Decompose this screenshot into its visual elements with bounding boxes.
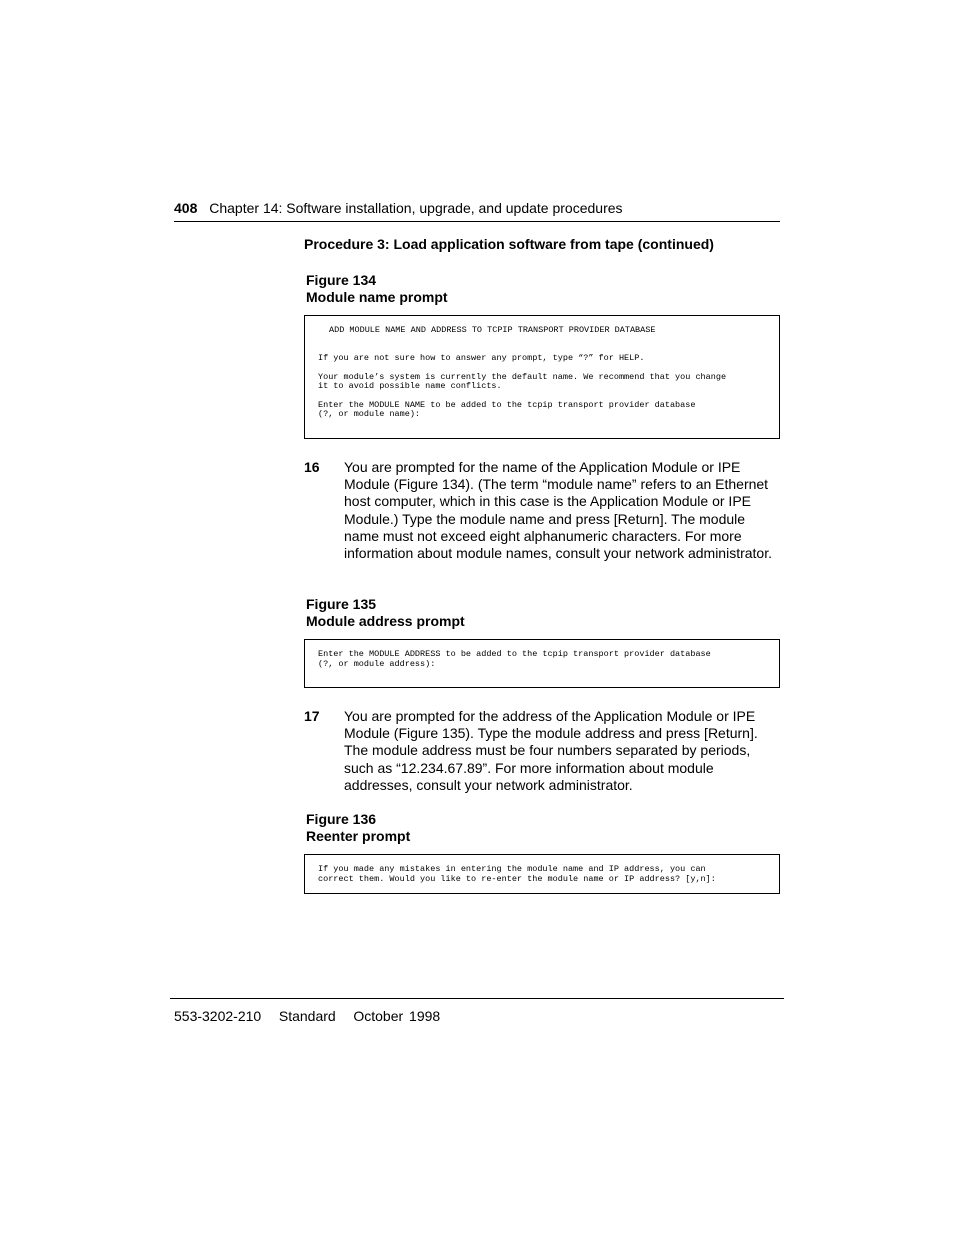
screen-line: Your module’s system is currently the default name. We recommend that you change: [318, 372, 727, 382]
running-header: [174, 200, 623, 216]
header-rule: [174, 221, 780, 222]
figure-136-heading: [306, 811, 410, 845]
document-number: 553-3202-210: [174, 1008, 262, 1024]
page-number: 408: [174, 200, 198, 216]
screen-line: correct them. Would you like to re-enter the module name or IP address? [y,n]:: [318, 874, 716, 884]
figure-136-screen: [304, 854, 780, 894]
document-date: October 1998: [353, 1008, 441, 1024]
step-16-text: You are prompted for the name of the Application Module or IPE Module (Figure 134). (The term “module name” refers to an Ethernet host computer, which in this case is the Application Module or IPE Module.) Type the module name and press [Return]. The module name must not exceed eight alphanumeric characters. For more information about module names, consult your network administrator.: [344, 459, 772, 562]
figure-135-heading: [306, 596, 465, 630]
figure-134-label: Figure 134: [306, 272, 377, 288]
screen-line: Enter the MODULE NAME to be added to the tcpip transport provider database: [318, 400, 696, 410]
figure-134-heading: [306, 272, 448, 306]
running-footer: [174, 1008, 440, 1024]
step-17-text: You are prompted for the address of the Application Module or IPE Module (Figure 135). Type the module address and press [Return]. The module address must be four numbers separated by periods, such as “12.234.67.89”. For more information about module addresses, consult your network administrator.: [344, 708, 758, 793]
screen-line: (?, or module name):: [318, 409, 421, 419]
procedure-title: Procedure 3: Load application software from tape (continued): [304, 236, 714, 252]
screen-line: If you made any mistakes in entering the module name and IP address, you can: [318, 864, 706, 874]
figure-135-screen: [304, 639, 780, 688]
figure-134-screen: [304, 315, 780, 439]
footer-rule: [170, 998, 784, 999]
screen-line: ADD MODULE NAME AND ADDRESS TO TCPIP TRANSPORT PROVIDER DATABASE: [329, 325, 656, 335]
step-17-number: 17: [304, 708, 320, 724]
screen-line: If you are not sure how to answer any prompt, type “?” for HELP.: [318, 353, 645, 363]
figure-134-caption: Module name prompt: [306, 289, 448, 305]
step-16-number: 16: [304, 459, 320, 475]
figure-136-label: Figure 136: [306, 811, 377, 827]
screen-line: it to avoid possible name conflicts.: [318, 381, 502, 391]
chapter-title: Chapter 14: Software installation, upgrade, and update procedures: [209, 200, 623, 216]
figure-135-caption: Module address prompt: [306, 613, 465, 629]
screen-line: Enter the MODULE ADDRESS to be added to the tcpip transport provider database: [318, 649, 711, 659]
figure-135-label: Figure 135: [306, 596, 377, 612]
document-status: Standard: [278, 1008, 336, 1024]
screen-line: (?, or module address):: [318, 659, 436, 669]
figure-136-caption: Reenter prompt: [306, 828, 411, 844]
